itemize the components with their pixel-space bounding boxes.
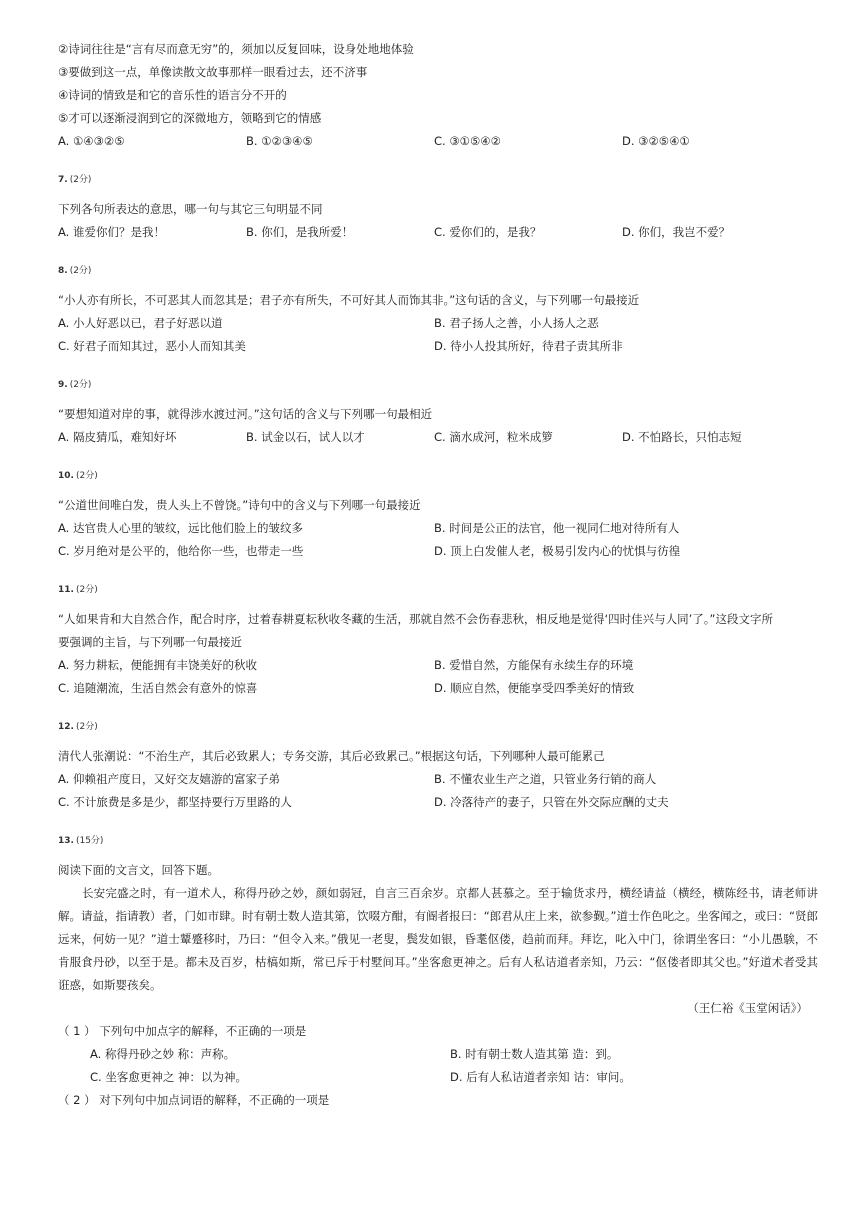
option-d[interactable]: D. 你们，我岂不爱？: [622, 225, 731, 239]
question-header: [58, 834, 818, 848]
option-c[interactable]: C. 不计旅费是多是少，都坚持要行万里路的人: [58, 795, 292, 809]
question-stem: “公道世间唯白发，贵人头上不曾饶。”诗句中的含义与下列哪一句最接近: [58, 498, 421, 512]
question-stem: 下列各句所表达的意思，哪一句与其它三句明显不同: [58, 202, 323, 216]
options-row: [58, 654, 818, 677]
options-row: [58, 426, 818, 449]
passage-source: （王仁裕《玉堂闲话》）: [687, 1001, 808, 1015]
question-number: 7.: [58, 175, 68, 185]
option-a[interactable]: A. 隔皮猜瓜，难知好坏: [58, 430, 177, 444]
option-c[interactable]: C. 滴水成河，粒米成箩: [434, 430, 553, 444]
option-a[interactable]: A. 称得丹砂之妙 称：声称。: [90, 1047, 236, 1061]
question-6-continued: [58, 38, 818, 153]
question-stem: 清代人张潮说：“不治生产，其后必致累人；专务交游，其后必致累己。”根据这句话，下列哪种人最可能累己: [58, 749, 605, 763]
option-d[interactable]: D. 冷落待产的妻子，只管在外交际应酬的丈夫: [434, 795, 669, 809]
question-number: 10.: [58, 471, 74, 481]
sentence-5: ⑤才可以逐渐浸润到它的深微地方，领略到它的情感: [58, 111, 322, 125]
option-d[interactable]: D. ③②⑤④①: [622, 134, 690, 148]
sentence-4: ④诗词的情致是和它的音乐性的语言分不开的: [58, 88, 287, 102]
option-a[interactable]: A. 仰赖祖产度日，又好交友嬉游的富家子弟: [58, 772, 280, 786]
question-stem: “人如果肯和大自然合作，配合时序，过着春耕夏耘秋收冬藏的生活，那就自然不会伤春悲秋，相反地是觉得‘四时佳兴与人同’了。”这段文字所: [58, 612, 773, 626]
question-points: (2分): [75, 471, 98, 481]
question-header: [58, 378, 818, 392]
question-stem-continued: 要强调的主旨，与下列哪一句最接近: [58, 635, 242, 649]
question-12: [58, 720, 818, 814]
question-points: (2分): [69, 175, 92, 185]
subquestion-2-label: （ 2 ） 对下列句中加点词语的解释，不正确的一项是: [58, 1093, 330, 1107]
subquestion-1-label: （ 1 ） 下列句中加点字的解释，不正确的一项是: [58, 1024, 307, 1038]
option-b[interactable]: B. 时间是公正的法官，他一视同仁地对待所有人: [434, 521, 680, 535]
option-d[interactable]: D. 待小人投其所好，待君子责其所非: [434, 339, 623, 353]
option-c[interactable]: C. ③①⑤④②: [434, 134, 501, 148]
options-row: [58, 221, 818, 244]
option-b[interactable]: B. ①②③④⑤: [246, 134, 313, 148]
question-points: (15分): [75, 836, 104, 846]
options-row: [58, 335, 818, 358]
question-8: [58, 264, 818, 358]
options-row: [58, 791, 818, 814]
sentence-2: ②诗词往往是“言有尽而意无穷”的，须加以反复回味，设身处地地体验: [58, 42, 414, 56]
option-d[interactable]: D. 后有人私诘道者亲知 诘：审问。: [450, 1070, 631, 1084]
option-a[interactable]: A. 努力耕耘，便能拥有丰饶美好的秋收: [58, 658, 257, 672]
question-9: [58, 378, 818, 449]
question-number: 13.: [58, 836, 74, 846]
question-11: [58, 583, 818, 700]
option-d[interactable]: D. 顶上白发催人老，极易引发内心的忧惧与彷徨: [434, 544, 681, 558]
option-a[interactable]: A. 达官贵人心里的皱纹，远比他们脸上的皱纹多: [58, 521, 303, 535]
option-b[interactable]: B. 试金以石，试人以才: [246, 430, 365, 444]
question-13: [58, 834, 818, 1112]
option-b[interactable]: B. 君子扬人之善，小人扬人之恶: [434, 316, 599, 330]
question-number: 8.: [58, 266, 68, 276]
option-d[interactable]: D. 顺应自然，便能享受四季美好的情致: [434, 681, 635, 695]
question-stem: “小人亦有所长，不可恶其人而忽其是；君子亦有所失，不可好其人而饰其非。”这句话的含义，与下列哪一句最接近: [58, 293, 640, 307]
option-a[interactable]: A. 小人好恶以已，君子好恶以道: [58, 316, 223, 330]
options-row: [58, 130, 818, 153]
option-c[interactable]: C. 好君子而知其过，恶小人而知其美: [58, 339, 246, 353]
question-points: (2分): [75, 585, 98, 595]
question-header: [58, 469, 818, 483]
options-row: [58, 1066, 818, 1089]
question-number: 9.: [58, 380, 68, 390]
options-row: [58, 1043, 818, 1066]
question-header: [58, 720, 818, 734]
option-c[interactable]: C. 追随潮流，生活自然会有意外的惊喜: [58, 681, 258, 695]
exam-page: [58, 38, 818, 1112]
question-header: [58, 264, 818, 278]
question-7: [58, 173, 818, 244]
options-row: [58, 312, 818, 335]
question-points: (2分): [69, 380, 92, 390]
option-c[interactable]: C. 爱你们的，是我？: [434, 225, 542, 239]
sentence-3: ③要做到这一点，单像读散文故事那样一眼看过去，还不济事: [58, 65, 368, 79]
question-10: [58, 469, 818, 563]
options-row: [58, 540, 818, 563]
option-d[interactable]: D. 不怕路长，只怕志短: [622, 430, 742, 444]
question-stem: “要想知道对岸的事，就得涉水渡过河。”这句话的含义与下列哪一句最相近: [58, 407, 433, 421]
options-row: [58, 768, 818, 791]
passage-text: 长安完盛之时，有一道术人，称得丹砂之妙，颜如弱冠，自言三百余岁。京都人甚慕之。至于输货求丹，横经请益（横经，横陈经书，请老师讲解。请益，指请教）者，门如市肆。时有朝士数人造其第，饮啜方酣，有阍者报曰：“郎君从庄上来，欲参觐。”道士作色叱之。坐客闻之，或曰：“贤郎远来，何妨一见？”道士颦蹙移时，乃曰：“但令入来。”俄见一老叟，鬓发如银，昏耄伛偻，趋前而拜。拜讫，叱入中门，徐谓坐客曰：“小儿愚騃，不肯服食丹砂，以至于是。都未及百岁，枯槁如斯，常已斥于村墅间耳。”坐客愈更神之。后有人私诘道者亲知，乃云：“伛偻者即其父也。”好道术者受其诳惑，如斯婴孩矣。: [58, 886, 818, 992]
option-b[interactable]: B. 不懂农业生产之道，只管业务行销的商人: [434, 772, 657, 786]
option-a[interactable]: A. 谁爱你们？是我！: [58, 225, 165, 239]
question-header: [58, 583, 818, 597]
option-b[interactable]: B. 你们，是我所爱！: [246, 225, 354, 239]
question-number: 11.: [58, 585, 74, 595]
reading-instruction: 阅读下面的文言文，回答下题。: [58, 863, 219, 877]
question-header: [58, 173, 818, 187]
option-b[interactable]: B. 爱惜自然，方能保有永续生存的环境: [434, 658, 634, 672]
option-c[interactable]: C. 坐客愈更神之 神：以为神。: [90, 1070, 247, 1084]
question-points: (2分): [75, 722, 98, 732]
question-points: (2分): [69, 266, 92, 276]
option-a[interactable]: A. ①④③②⑤: [58, 134, 125, 148]
options-row: [58, 677, 818, 700]
option-b[interactable]: B. 时有朝士数人造其第 造：到。: [450, 1047, 619, 1061]
question-number: 12.: [58, 722, 74, 732]
options-row: [58, 517, 818, 540]
option-c[interactable]: C. 岁月绝对是公平的，他给你一些，也带走一些: [58, 544, 304, 558]
classical-passage: [58, 882, 818, 997]
